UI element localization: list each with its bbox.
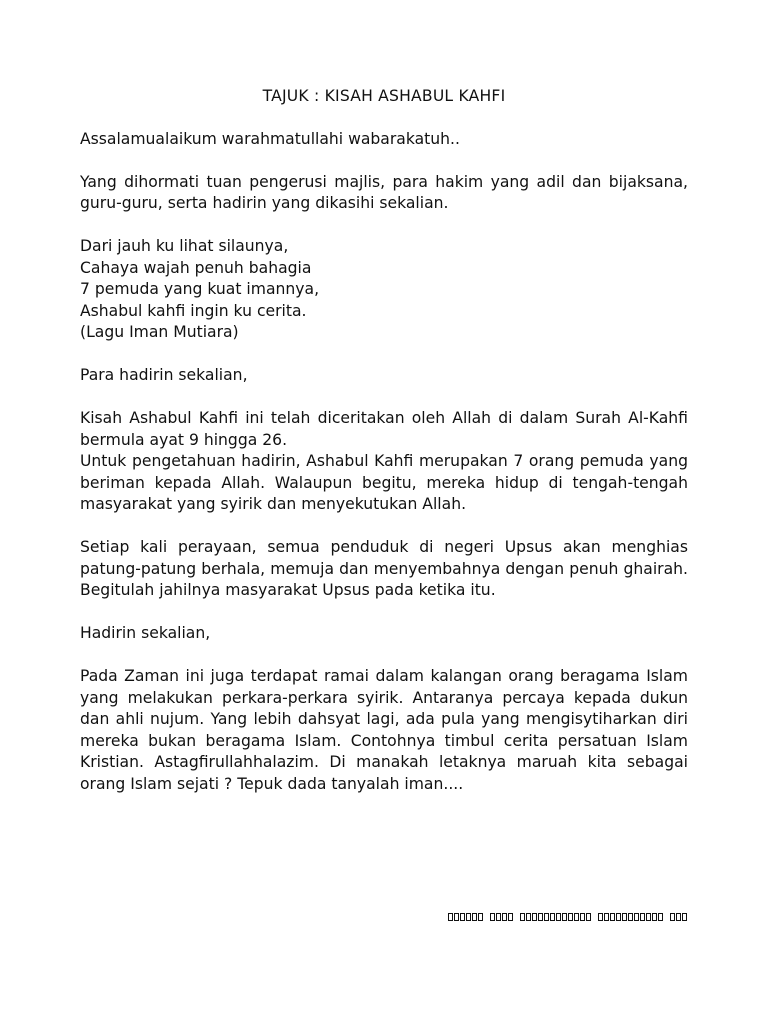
missing-glyph-box xyxy=(556,913,561,921)
missing-glyph-box xyxy=(634,913,639,921)
missing-glyph-box xyxy=(598,913,603,921)
missing-glyph-box xyxy=(658,913,663,921)
paragraph-upsus-festival: Setiap kali perayaan, semua penduduk di negeri Upsus akan menghias patung-patung berhala, memuja dan menyembahnya dengan penuh ghairah. Begitulah jahilnya masyarakat Upsus pada ketika itu. xyxy=(80,538,688,599)
missing-glyph-box xyxy=(466,913,471,921)
document-title: TAJUK : KISAH ASHABUL KAHFI xyxy=(262,87,506,105)
missing-glyph-box xyxy=(616,913,621,921)
poem-line: Dari jauh ku lihat silaunya, xyxy=(80,237,289,255)
salutation-paragraph: Yang dihormati tuan pengerusi majlis, para hakim yang adil dan bijaksana, guru-guru, serta hadirin yang dikasihi sekalian. xyxy=(80,172,688,212)
missing-glyph-box xyxy=(652,913,657,921)
missing-glyph-box xyxy=(532,913,537,921)
missing-glyph-box xyxy=(676,913,681,921)
poem-line: Ashabul kahfi ingin ku cerita. xyxy=(80,301,307,320)
missing-glyph-box xyxy=(478,913,483,921)
missing-glyph-box xyxy=(604,913,609,921)
missing-glyph-box xyxy=(682,913,687,921)
poem-line: 7 pemuda yang kuat imannya, xyxy=(80,280,320,298)
missing-glyph-box xyxy=(526,913,531,921)
missing-glyph-box xyxy=(502,913,507,921)
missing-glyph-box xyxy=(460,913,465,921)
missing-glyph-box xyxy=(454,913,459,921)
missing-glyph-box xyxy=(508,913,513,921)
missing-glyph-box xyxy=(448,913,453,921)
missing-glyph-box xyxy=(490,913,495,921)
missing-glyph-box xyxy=(538,913,543,921)
footer-missing-glyph-text xyxy=(448,912,688,923)
missing-glyph-box xyxy=(550,913,555,921)
missing-glyph-box xyxy=(640,913,645,921)
paragraph-seven-youths: Untuk pengetahuan hadirin, Ashabul Kahfi merupakan 7 orang pemuda yang beriman kepada Allah. Walaupun begitu, mereka hidup di tengah-tengah masyarakat yang syirik dan menyekutukan Allah. xyxy=(80,452,688,513)
missing-glyph-box xyxy=(586,913,591,921)
missing-glyph-box xyxy=(472,913,477,921)
poem-line: Cahaya wajah penuh bahagia xyxy=(80,258,312,277)
missing-glyph-box xyxy=(622,913,627,921)
address-audience-2: Hadirin sekalian, xyxy=(80,624,211,642)
missing-glyph-box xyxy=(628,913,633,921)
missing-glyph-box xyxy=(610,913,615,921)
missing-glyph-box xyxy=(520,913,525,921)
missing-glyph-box xyxy=(670,913,675,921)
missing-glyph-box xyxy=(646,913,651,921)
greeting: Assalamualaikum warahmatullahi wabarakatuh.. xyxy=(80,129,460,148)
poem xyxy=(80,236,688,344)
missing-glyph-box xyxy=(496,913,501,921)
document-body xyxy=(80,86,688,817)
missing-glyph-box xyxy=(562,913,567,921)
paragraph-modern-times: Pada Zaman ini juga terdapat ramai dalam kalangan orang beragama Islam yang melakukan perkara-perkara syirik. Antaranya percaya kepada dukun dan ahli nujum. Yang lebih dahsyat lagi, ada pula yang mengisytiharkan diri mereka bukan beragama Islam. Contohnya timbul cerita persatuan Islam Kristian. Astagfirullahhalazim. Di manakah letaknya maruah kita sebagai orang Islam sejati ? Tepuk dada tanyalah iman.... xyxy=(80,667,688,793)
poem-source: (Lagu Iman Mutiara) xyxy=(80,323,239,341)
missing-glyph-box xyxy=(580,913,585,921)
address-audience-1: Para hadirin sekalian, xyxy=(80,366,248,384)
paragraph-surah: Kisah Ashabul Kahfi ini telah diceritakan oleh Allah di dalam Surah Al-Kahfi bermula ayat 9 hingga 26. xyxy=(80,409,688,449)
missing-glyph-box xyxy=(544,913,549,921)
missing-glyph-box xyxy=(574,913,579,921)
missing-glyph-box xyxy=(568,913,573,921)
